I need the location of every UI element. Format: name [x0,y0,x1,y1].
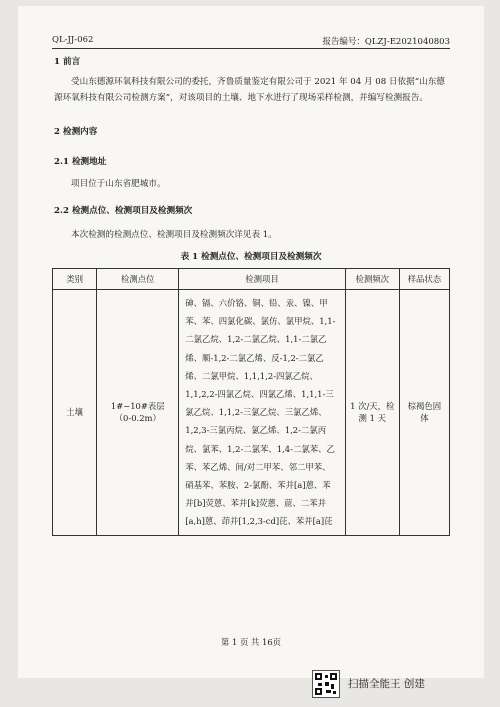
section-1-text: 受山东德源环氧科技有限公司的委托，齐鲁质量鉴定有限公司于 2021 年 04 月 08 日依据“山东德源环氧科技有限公司检测方案”，对该项目的土壤、地下水进行了现场采样检测，并编写检测报告。 [54,77,445,103]
point-line-1: 1#~10#表层 [110,401,165,412]
table-header-row [53,269,450,290]
section-2-2-title: 2.2 检测点位、检测项目及检测频次 [54,206,193,216]
inspection-table [52,268,450,536]
cell-items: 砷、镉、六价铬、铜、铅、汞、镍、甲苯、苯、四氯化碳、氯仿、氯甲烷、1,1-二氯乙烷、1,2-二氯乙烷、1,1-二氯乙烯、顺-1,2-二氯乙烯、反-1,2-二氯乙烯、二氯甲烷、1,1,1,2-四氯乙烷、1,1,2,2-四氯乙烷、四氯乙烯、1,1,1-三氯乙烷、1,1,2-三氯乙烷、三氯乙烯、1,2,3-三氯丙烷、氯乙烯、1,2-二氯丙烷、氯苯、1,2-二氯苯、1,4-二氯苯、乙苯、苯乙烯、间/对二甲苯、邻二甲苯、硝基苯、苯胺、2-氯酚、苯并[a]蒽、苯并[b]荧蒽、苯并[k]荧蒽、䓛、二苯并[a,h]蒽、茚并[1,2,3-cd]芘、苯并[a]芘 [179,290,345,536]
table-row [53,290,450,536]
section-1-title: 1 前言 [54,57,81,67]
page-number: 第 1 页 共 16页 [220,637,282,647]
qr-code-icon [312,670,340,698]
col-point: 检测点位 [97,269,179,290]
cell-frequency [345,290,399,536]
cell-category: 土壤 [53,290,97,536]
section-2-2-text: 本次检测的检测点位、检测项目及检测频次详见表 1。 [71,230,277,240]
point-line-2: （0-0.2m） [114,413,161,424]
sample-line-1: 棕褐色固 [407,401,442,412]
col-sample-state: 样品状态 [399,269,449,290]
section-2-1-text: 项目位于山东省肥城市。 [71,179,166,189]
col-frequency: 检测频次 [345,269,399,290]
report-number: 报告编号：QLZJ-E2021040803 [322,37,450,47]
section-2-1-title: 2.1 检测地址 [54,157,107,167]
frequency-line-1: 1 次/天，检 [350,401,395,412]
section-2-title: 2 检测内容 [54,127,98,137]
page-header [52,34,450,49]
table-caption: 表 1 检测点位、检测项目及检测频次 [180,252,322,262]
cell-sample-state [399,290,449,536]
report-page [18,6,484,678]
frequency-line-2: 测 1 天 [358,413,386,424]
col-items: 检测项目 [179,269,345,290]
col-category: 类别 [53,269,97,290]
sample-line-2: 体 [420,413,429,424]
cell-point [97,290,179,536]
scanner-watermark: 扫描全能王 创建 [348,678,425,690]
doc-code: QL-JJ-062 [52,35,94,45]
